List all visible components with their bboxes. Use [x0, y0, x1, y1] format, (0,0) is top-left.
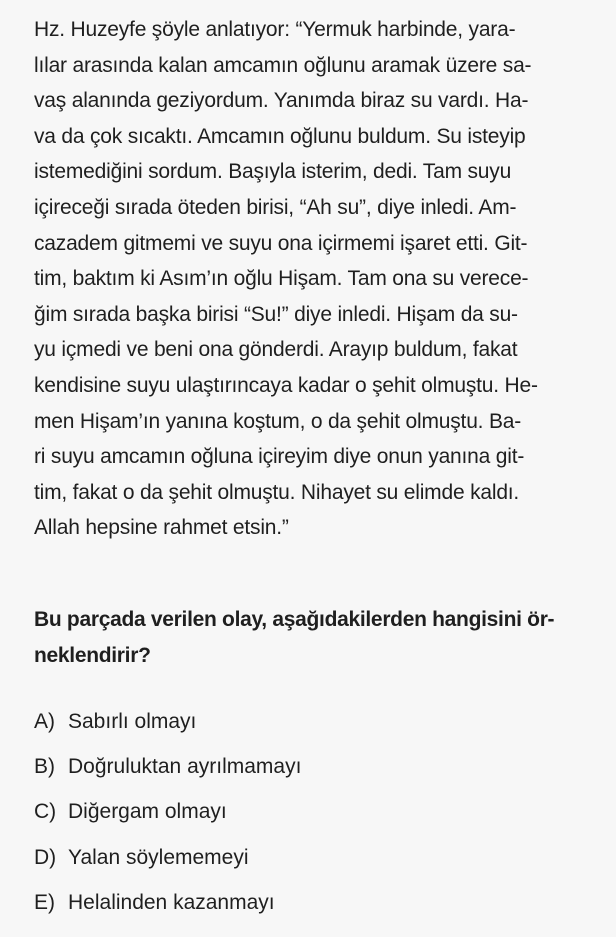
passage-line: kendisine suyu ulaştırıncaya kadar o şehit olmuştu. He-	[34, 373, 538, 397]
passage-line: cazadem gitmemi ve suyu ona içirmemi işaret etti. Git-	[34, 231, 528, 255]
option-letter: B)	[34, 755, 55, 779]
option-text: Sabırlı olmayı	[68, 710, 197, 733]
question-stem	[34, 602, 590, 674]
option-e[interactable]	[34, 891, 590, 936]
question-line: neklendirir?	[34, 644, 151, 667]
passage-line: ri suyu amcamın oğluna içireyim diye onun yanına git-	[34, 445, 525, 469]
option-b[interactable]	[34, 755, 590, 800]
option-d[interactable]	[34, 846, 590, 891]
option-letter: C)	[34, 800, 57, 824]
option-text: Doğruluktan ayrılmamayı	[68, 755, 302, 779]
passage-line: vaş alanında geziyordum. Yanımda biraz su vardı. Ha-	[34, 89, 529, 113]
option-text: Diğergam olmayı	[68, 800, 227, 824]
option-text: Yalan söylememeyi	[68, 845, 249, 869]
passage-line: içireceği sırada öteden birisi, “Ah su”, diye inledi. Am-	[34, 195, 517, 219]
option-c[interactable]	[34, 800, 590, 845]
passage-line: lılar arasında kalan amcamın oğlunu aramak üzere sa-	[34, 53, 532, 77]
passage-line: tim, baktım ki Asım’ın oğlu Hişam. Tam ona su verece-	[34, 267, 529, 291]
option-a[interactable]	[34, 710, 590, 755]
question-line: Bu parçada verilen olay, aşağıdakilerden hangisini ör-	[34, 608, 555, 631]
passage-line: yu içmedi ve beni ona gönderdi. Arayıp buldum, fakat	[34, 338, 518, 362]
passage-line: men Hişam’ın yanına koştum, o da şehit olmuştu. Ba-	[34, 409, 522, 433]
option-letter: A)	[34, 710, 55, 733]
passage-line: va da çok sıcaktı. Amcamın oğlunu buldum. Su isteyip	[34, 124, 526, 148]
answer-options	[34, 710, 590, 936]
passage-line: tim, fakat o da şehit olmuştu. Nihayet su elimde kaldı.	[34, 480, 520, 504]
passage-line: Hz. Huzeyfe şöyle anlatıyor: “Yermuk harbinde, yara-	[34, 18, 516, 41]
option-letter: E)	[34, 890, 55, 914]
option-letter: D)	[34, 845, 57, 869]
passage-line: Allah hepsine rahmet etsin.”	[34, 516, 289, 540]
option-text: Helalinden kazanmayı	[68, 890, 275, 914]
passage-line: ğim sırada başka birisi “Su!” diye inledi. Hişam da su-	[34, 302, 518, 326]
passage-line: istemediğini sordum. Başıyla isterim, dedi. Tam suyu	[34, 160, 512, 184]
reading-passage	[34, 12, 590, 546]
